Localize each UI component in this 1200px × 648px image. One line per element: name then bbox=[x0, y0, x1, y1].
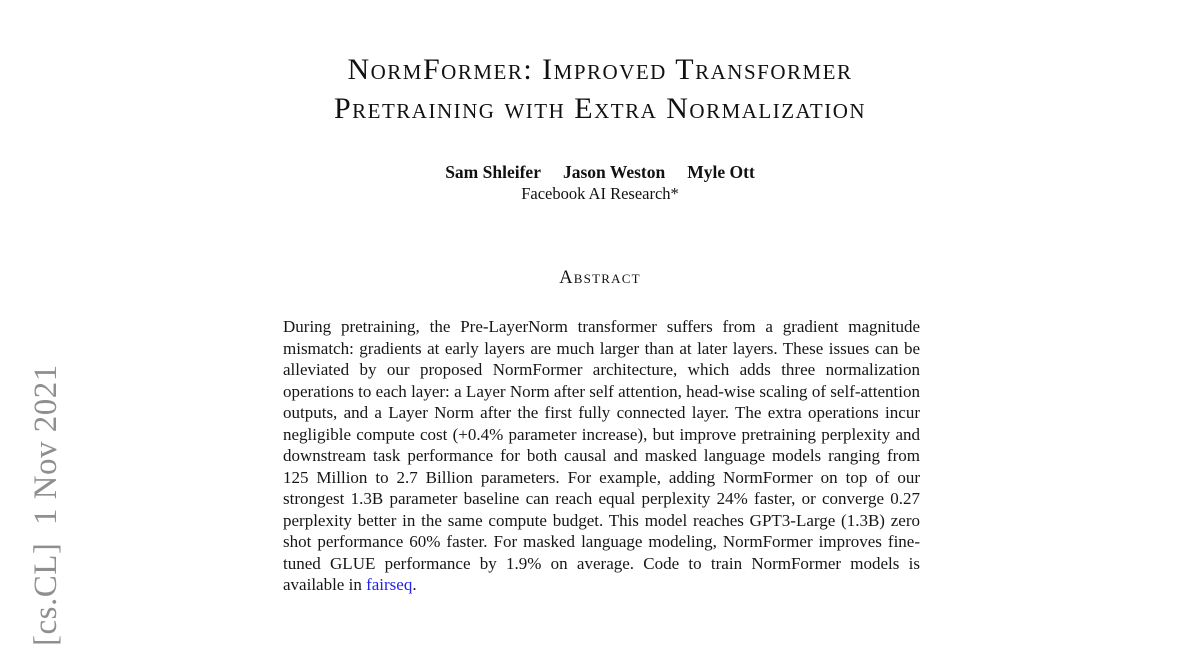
abstract-body bbox=[283, 316, 920, 596]
abstract-text-after-link: . bbox=[412, 575, 417, 594]
authors-row bbox=[0, 162, 1200, 183]
abstract-text: During pretraining, the Pre-LayerNorm transformer suffers from a gradient magnitude mismatch: gradients at early layers are much larger than at later layers. These issues can be alleviated by our proposed NormFormer architecture, which adds three normalization operations to each layer: a Layer Norm after self attention, head-wise scaling of self-attention outputs, and a Layer Norm after the first fully connected layer. The extra operations incur negligible compute cost (+0.4% parameter increase), but improve pretraining perplexity and downstream task performance for both causal and masked language models ranging from 125 Million to 2.7 Billion parameters. For example, adding NormFormer on top of our strongest 1.3B parameter baseline can reach equal perplexity 24% faster, or converge 0.27 perplexity better in the same compute budget. This model reaches GPT3-Large (1.3B) zero shot performance 60% faster. For masked language modeling, NormFormer improves fine-tuned GLUE performance by 1.9% on average. Code to train NormFormer models is available in bbox=[283, 317, 920, 594]
affiliation: Facebook AI Research* bbox=[521, 184, 679, 203]
author-name: Jason Weston bbox=[562, 162, 666, 182]
paper-title bbox=[0, 50, 1200, 128]
arxiv-category-stamp: [cs.CL] 1 Nov 2021 bbox=[28, 364, 64, 646]
paper-title-line2: Pretraining with Extra Normalization bbox=[333, 92, 867, 125]
paper-title-line1: NormFormer: Improved Transformer bbox=[347, 53, 853, 86]
author-name: Sam Shleifer bbox=[445, 162, 541, 182]
author-name: Myle Ott bbox=[687, 162, 755, 182]
fairseq-link[interactable]: fairseq bbox=[366, 575, 413, 594]
abstract-heading: Abstract bbox=[559, 268, 641, 288]
